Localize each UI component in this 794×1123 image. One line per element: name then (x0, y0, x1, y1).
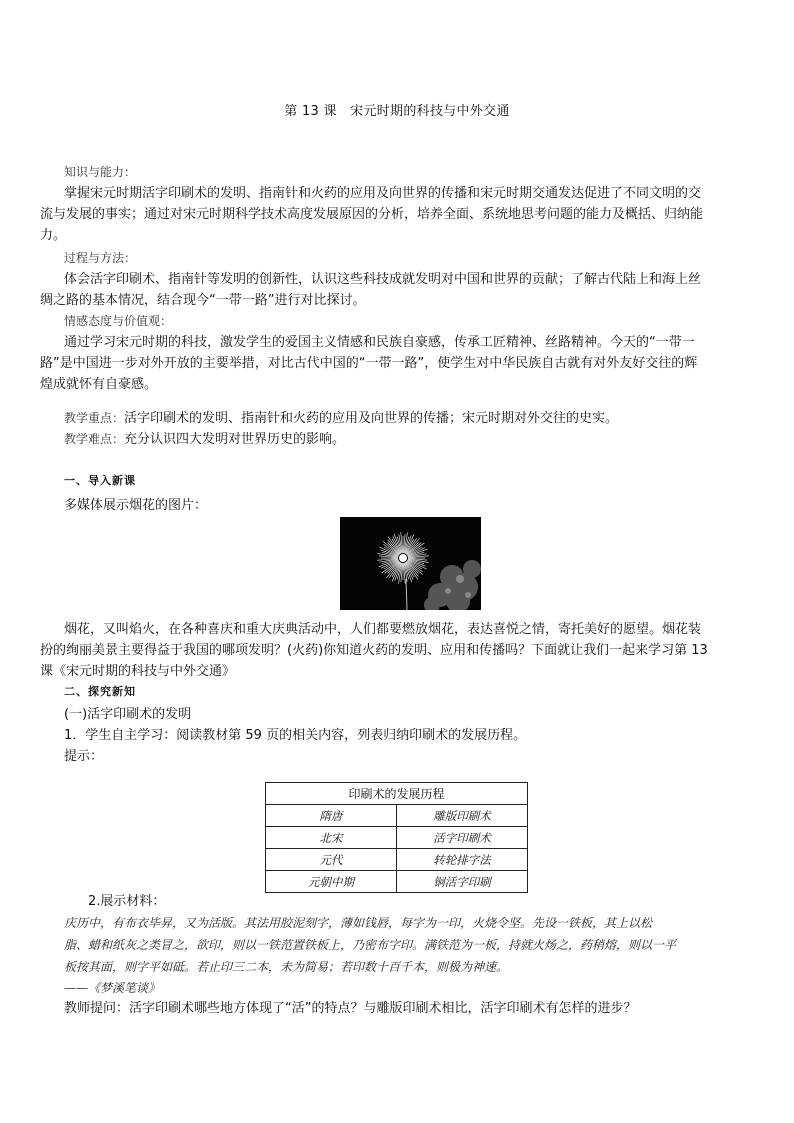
attitude-label: 情感态度与价值观： (64, 314, 173, 328)
era-cell: 北宋 (266, 827, 397, 849)
lesson-title: 第 13 课 宋元时期的科技与中外交通 (284, 104, 510, 119)
teaching-goals (40, 162, 732, 395)
attitude-line-1: 通过学习宋元时期的科技，激发学生的爱国主义情感和民族自豪感，传承工匠精神、丝路精神。今天的“一带一 (64, 335, 695, 350)
media-text: 多媒体展示烟花的图片： (64, 498, 208, 513)
fireworks-line-1: 烟花，又叫焰火，在各种喜庆和重大庆典活动中，人们都要燃放烟花，表达喜悦之情，寄托美好的愿望。烟花装 (64, 622, 702, 637)
attitude-line-3: 煌成就怀有自豪感。 (40, 377, 158, 392)
table-row (266, 849, 528, 871)
teacher-question: 教师提问：活字印刷术哪些地方体现了“活”的特点？与雕版印刷术相比，活字印刷术有怎样的进步？ (64, 1001, 637, 1016)
material-quote (64, 912, 736, 978)
intro-heading: 一、导入新课 (64, 474, 136, 487)
intro-section (64, 470, 732, 516)
table-row (266, 871, 528, 893)
quote-source: ——《梦溪笔谈》 (64, 981, 161, 995)
material-label: 2.展示材料： (88, 894, 166, 909)
era-cell: 元朝中期 (266, 871, 397, 893)
knowledge-line-1: 掌握宋元时期活字印刷术的发明、指南针和火药的应用及向世界的传播和宋元时期交通发达促进了不同文明的交 (64, 186, 702, 201)
quote-line-3: 板按其面，则字平如砥。若止印三二本，未为简易；若印数十百千本，则极为神速。 (64, 960, 509, 974)
table-caption-row (266, 783, 528, 805)
era-cell: 隋唐 (266, 805, 397, 827)
step-1: 1．学生自主学习：阅读教材第 59 页的相关内容，列表归纳印刷术的发展历程。 (64, 728, 527, 743)
fireworks-paragraph (40, 619, 732, 682)
fireworks-photo (340, 517, 481, 610)
tech-cell: 活字印刷术 (397, 827, 528, 849)
knowledge-line-2: 流与发展的事实；通过对宋元时期科学技术高度发展原因的分析，培养全面、系统地思考问题的能力及概括、归纳能 (40, 207, 704, 222)
process-line-1: 体会活字印刷术、指南针等发明的创新性，认识这些科技成就发明对中国和世界的贡献；了解古代陆上和海上丝 (64, 272, 702, 287)
table-row (266, 827, 528, 849)
hint-label: 提示： (64, 749, 104, 764)
knowledge-label: 知识与能力： (64, 165, 137, 179)
difficult-point: 教学难点：充分认识四大发明对世界历史的影响。 (64, 432, 346, 447)
process-label: 过程与方法： (64, 251, 137, 265)
key-point: 教学重点：活字印刷术的发明、指南针和火药的应用及向世界的传播；宋元时期对外交往的史实。 (64, 411, 619, 426)
quote-line-2: 脂、蜡和纸灰之类冒之，欲印，则以一铁范置铁板上，乃密布字印。满铁范为一板，持就火炀之，药稍熔，则以一平 (64, 938, 677, 952)
fireworks-line-2: 扮的绚丽美景主要得益于我国的哪项发明？(火药)你知道火药的发明、应用和传播吗？下面就让我们一起来学习第 13 (40, 643, 708, 658)
fireworks-line-3: 课《宋元时期的科技与中外交通》 (40, 664, 236, 679)
table-row (266, 805, 528, 827)
explore-heading: 二、探究新知 (64, 685, 136, 698)
attitude-line-2: 路”是中国进一步对外开放的主要举措，对比古代中国的“一带一路”，使学生对中华民族自古就有对外友好交往的辉 (40, 356, 698, 371)
tech-cell: 铜活字印刷 (397, 871, 528, 893)
teaching-focus (64, 408, 732, 450)
fireworks-image (340, 517, 481, 610)
knowledge-line-3: 力。 (40, 228, 67, 243)
quote-line-1: 庆历中，有布衣毕昇，又为活版。其法用胶泥刻字，薄如钱唇，每字为一印，火烧令坚。先设一铁板，其上以松 (64, 916, 653, 930)
era-cell: 元代 (266, 849, 397, 871)
tech-cell: 雕版印刷术 (397, 805, 528, 827)
sub-heading: (一)活字印刷术的发明 (64, 707, 192, 722)
process-line-2: 绸之路的基本情况，结合现今“一带一路”进行对比探讨。 (40, 293, 366, 308)
printing-history-table (265, 782, 528, 893)
explore-section (64, 681, 732, 767)
table-caption: 印刷术的发展历程 (266, 783, 528, 805)
tech-cell: 转轮排字法 (397, 849, 528, 871)
